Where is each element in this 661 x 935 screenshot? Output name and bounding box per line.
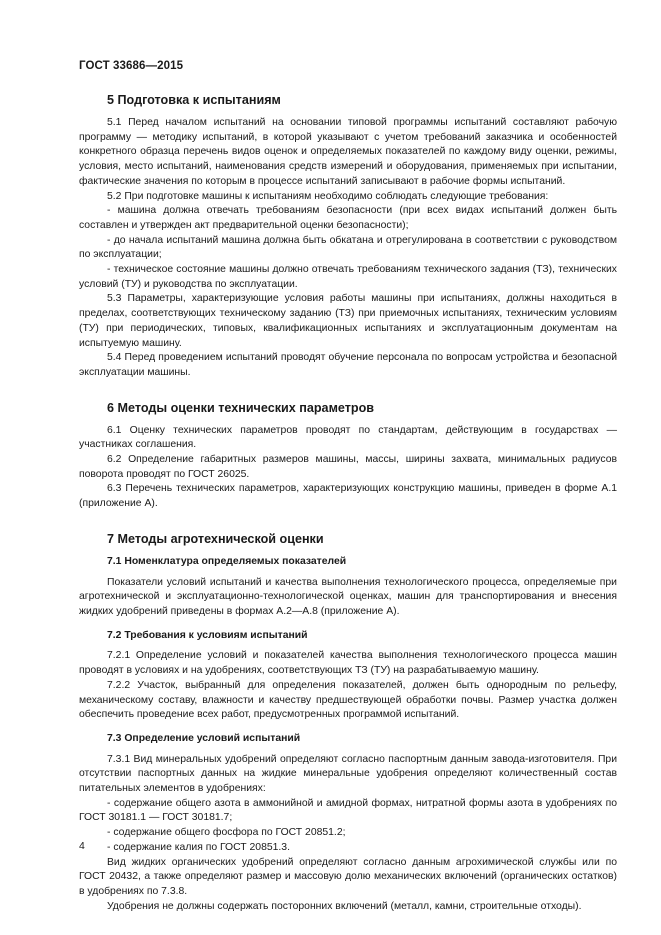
paragraph-7-1: Показатели условий испытаний и качества выполнения технологического процесса, определяемые при агротехнической и эксплуатационно-технологической оценках, машин для транспортирования и внесения жидких удобрений приведены в формах А.2—А.8 (приложение А). <box>79 576 617 617</box>
paragraph-5-4: 5.4 Перед проведением испытаний проводят обучение персонала по вопросам устройства и безопасной эксплуатации машины. <box>79 352 617 378</box>
paragraph-7-3-1: 7.3.1 Вид минеральных удобрений определяют согласно паспортным данным завода-изготовителя. При отсутствии паспортных данных на жидкие минеральные удобрения определяют количественный состав питательных элементов в удобрениях: <box>79 753 617 795</box>
document-body <box>79 92 617 914</box>
paragraph-5-3: 5.3 Параметры, характеризующие условия работы машины при испытаниях, должны находиться в пределах, соответствующих техническому заданию (ТЗ) при приемочных испытаниях, техническим условиям (ТУ) при периодических, типовых, квалификационных испытаниях и эксплуатационным документам на испытуемую машину. <box>79 293 617 349</box>
document-code: ГОСТ 33686—2015 <box>79 60 184 72</box>
subsection-7-3-title: 7.3 Определение условий испытаний <box>107 732 301 744</box>
section-7-title: 7 Методы агротехнической оценки <box>107 531 324 546</box>
list-item-5-2-a: - машина должна отвечать требованиям безопасности (при всех видах испытаний должен быть составлен и утвержден акт предварительной оценки безопасности); <box>79 205 617 231</box>
list-item-7-3-1-a: - содержание общего азота в аммонийной и амидной формах, нитратной формы азота в удобрениях по ГОСТ 30181.1 — ГОСТ 30181.7; <box>79 797 617 824</box>
paragraph-6-2: 6.2 Определение габаритных размеров машины, массы, ширины захвата, минимальных радиусов поворота проводят по ГОСТ 26025. <box>79 454 617 480</box>
subsection-7-1-title: 7.1 Номенклатура определяемых показателей <box>107 555 347 567</box>
paragraph-6-1: 6.1 Оценку технических параметров проводят по стандартам, действующим в государствах — участниках соглашения. <box>79 424 617 451</box>
section-6-title: 6 Методы оценки технических параметров <box>107 400 375 415</box>
paragraph-5-1: 5.1 Перед началом испытаний на основании типовой программы испытаний составляют рабочую программу — методику испытаний, в которой указывают с учетом требований заказчика и особенностей конкретного образца перечень видов оценок и определяемых показателей по каждому виду оценки, режимы, условия, место испытаний, наименования средств измерений и оборудования, применяемых при испытании, фактические значения по которым в процессе испытаний записывают в рабочие формы испытаний. <box>79 117 617 187</box>
page-number: 4 <box>79 841 85 852</box>
paragraph-7-3-organic: Вид жидких органических удобрений определяют согласно данным агрохимической службы или по ГОСТ 20432, а также определяют размер и массовую долю механических включений (органических остатков) в удобрениях по 7.3.8. <box>79 856 617 897</box>
paragraph-6-3: 6.3 Перечень технических параметров, характеризующих конструкцию машины, приведен в форме А.1 (приложение А). <box>79 483 617 510</box>
paragraph-7-2-2: 7.2.2 Участок, выбранный для определения показателей, должен быть однородным по рельефу, механическому составу, влажности и качеству предшествующей обработки почвы. Размер участка должен обеспечить проведение всех работ, предусмотренных программой испытаний. <box>79 679 617 721</box>
paragraph-5-2: 5.2 При подготовке машины к испытаниям необходимо соблюдать следующие требования: <box>107 190 549 202</box>
list-item-7-3-1-c: - содержание калия по ГОСТ 20851.3. <box>107 841 290 853</box>
paragraph-7-3-inclusions: Удобрения не должны содержать посторонних включений (металл, камни, строительные отходы). <box>107 900 582 912</box>
paragraph-7-2-1: 7.2.1 Определение условий и показателей качества выполнения технологического процесса машин проводят в условиях и на удобрениях, соответствующих ТЗ (ТУ) на разрабатываемую машину. <box>79 650 617 677</box>
section-5-title: 5 Подготовка к испытаниям <box>107 93 281 107</box>
list-item-5-2-c: - техническое состояние машины должно отвечать требованиям технического задания (ТЗ), технических условий (ТУ) и руководства по эксплуатации. <box>79 264 617 290</box>
subsection-7-2-title: 7.2 Требования к условиям испытаний <box>107 629 308 641</box>
list-item-7-3-1-b: - содержание общего фосфора по ГОСТ 20851.2; <box>107 827 346 839</box>
list-item-5-2-b: - до начала испытаний машина должна быть обкатана и отрегулирована в соответствии с руководством по эксплуатации; <box>79 234 617 261</box>
